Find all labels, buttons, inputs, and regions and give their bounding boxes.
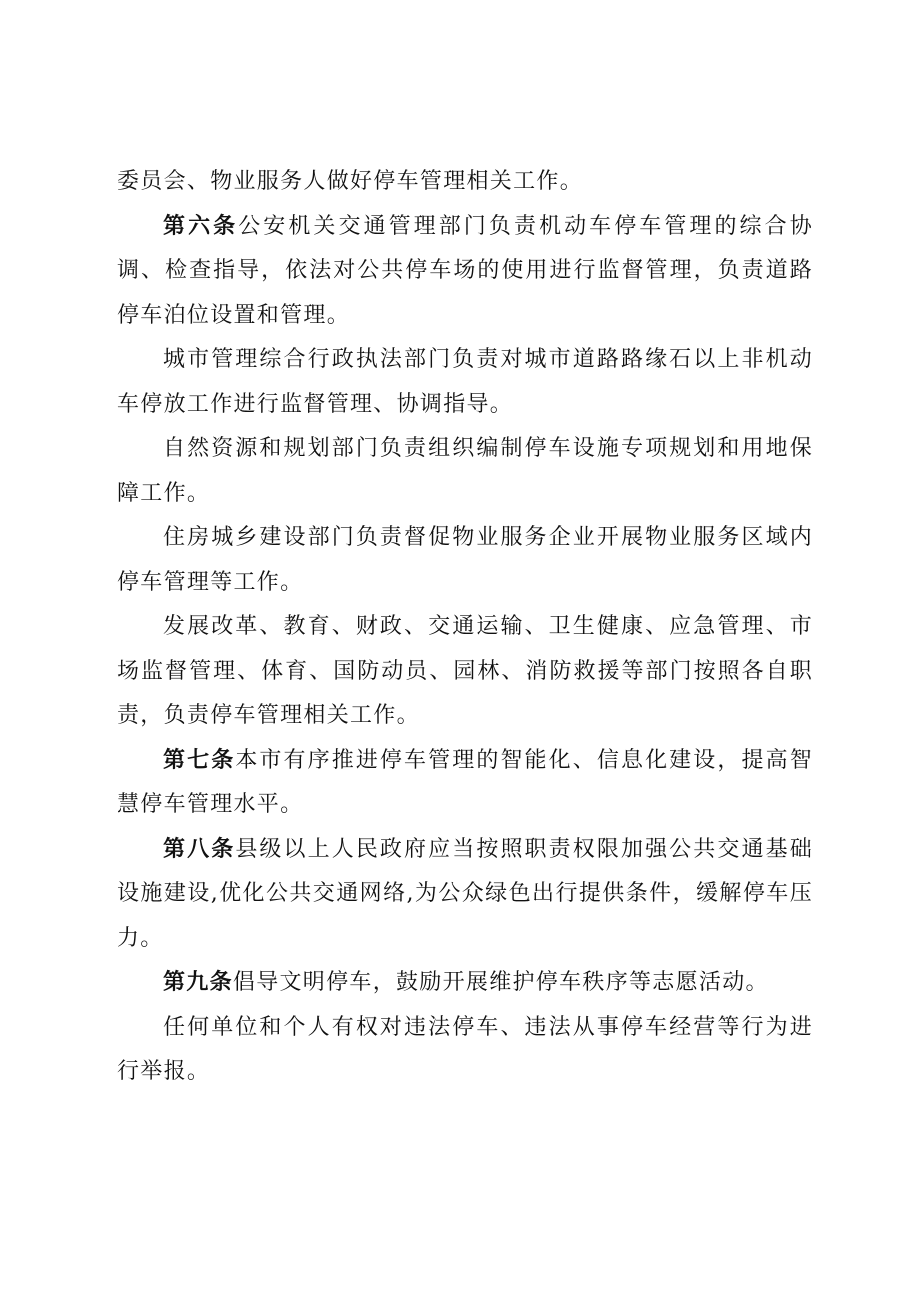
- paragraph-text: 任何单位和个人有权对违法停车、违法从事停车经营等行为进行举报。: [117, 1014, 813, 1084]
- article-8-paragraph: [117, 828, 813, 962]
- article-9-text: 倡导文明停车，鼓励开展维护停车秩序等志愿活动。: [232, 970, 769, 995]
- article-9-paragraph: [117, 961, 813, 1006]
- article-8-text: 县级以上人民政府应当按照职责权限加强公共交通基础设施建设,优化公共交通网络,为公众绿色出行提供条件，缓解停车压力。: [117, 836, 813, 951]
- paragraph-text: 发展改革、教育、财政、交通运输、卫生健康、应急管理、市场监督管理、体育、国防动员、园林、消防救援等部门按照各自职责，负责停车管理相关工作。: [117, 614, 813, 728]
- paragraph-reporting: [117, 1006, 813, 1095]
- article-7-text: 本市有序推进停车管理的智能化、信息化建设，提高智慧停车管理水平。: [117, 747, 813, 817]
- article-9-heading: 第九条: [163, 970, 233, 995]
- paragraph-natural-resources: [117, 427, 813, 516]
- paragraph-text: 委员会、物业服务人做好停车管理相关工作。: [117, 169, 584, 194]
- document-body: [117, 160, 813, 1095]
- paragraph-text: 自然资源和规划部门负责组织编制停车设施专项规划和用地保障工作。: [117, 436, 813, 506]
- paragraph-text: 住房城乡建设部门负责督促物业服务企业开展物业服务区域内停车管理等工作。: [117, 525, 813, 595]
- article-7-heading: 第七条: [163, 747, 236, 773]
- article-6-heading: 第六条: [163, 213, 239, 239]
- article-6-text: 公安机关交通管理部门负责机动车停车管理的综合协调、检查指导，依法对公共停车场的使用进行监督管理，负责道路停车泊位设置和管理。: [117, 213, 813, 328]
- paragraph-housing: [117, 516, 813, 605]
- article-6-paragraph: [117, 205, 813, 339]
- paragraph-text: 城市管理综合行政执法部门负责对城市道路路缘石以上非机动车停放工作进行监督管理、协调指导。: [117, 347, 813, 417]
- paragraph-other-departments: [117, 605, 813, 739]
- article-7-paragraph: [117, 739, 813, 828]
- paragraph-urban-management: [117, 338, 813, 427]
- paragraph-continuation: [117, 160, 813, 205]
- article-8-heading: 第八条: [163, 836, 236, 862]
